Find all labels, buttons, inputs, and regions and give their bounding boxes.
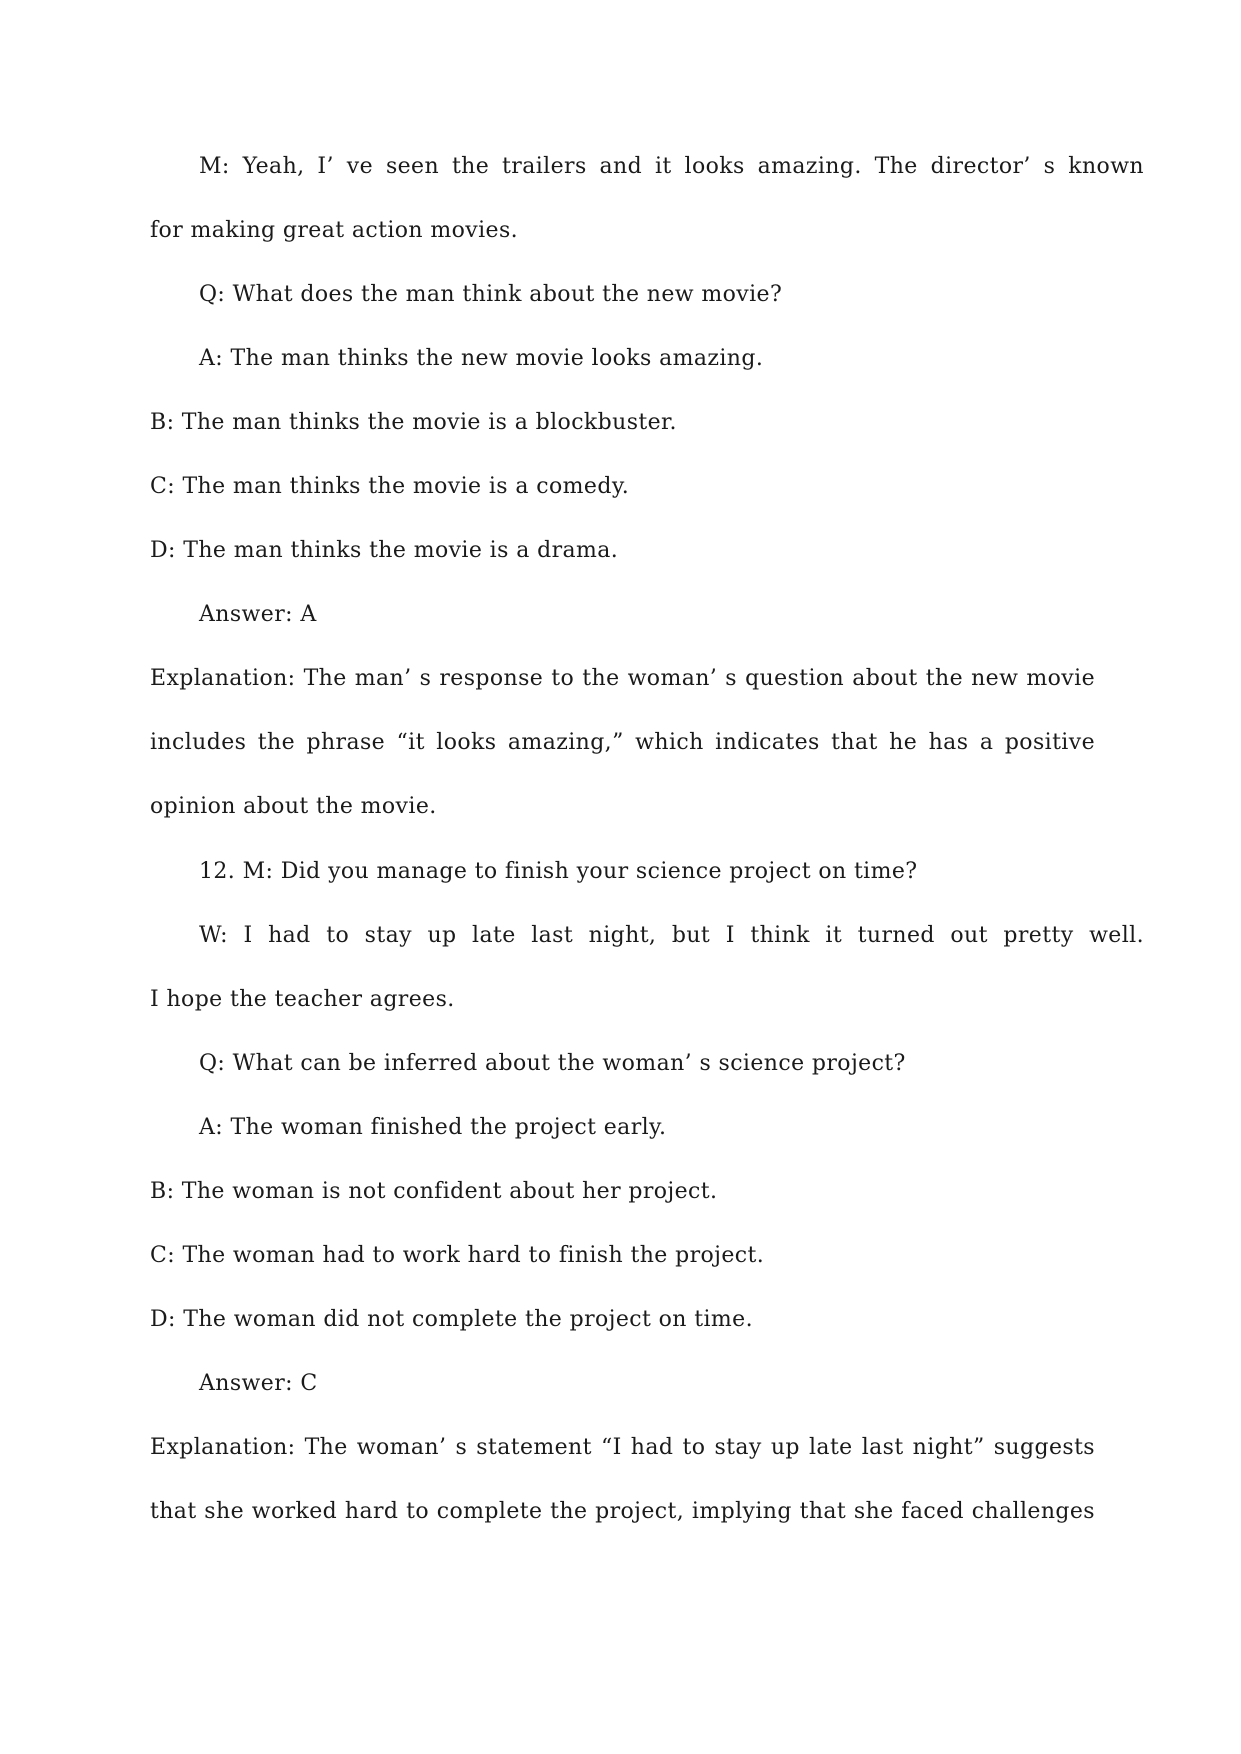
question-text: Q: What does the man think about the new movie? <box>199 282 783 307</box>
explanation-text-continued: includes the phrase “it looks amazing,” which indicates that he has a positive <box>150 730 1095 755</box>
dialogue-line: W: I had to stay up late last night, but I think it turned out pretty well. <box>199 923 1144 948</box>
option-d: D: The man thinks the movie is a drama. <box>150 538 619 563</box>
explanation-text: Explanation: The man’ s response to the woman’ s question about the new movie <box>150 666 1095 691</box>
explanation-text: Explanation: The woman’ s statement “I had to stay up late last night” suggests <box>150 1435 1095 1460</box>
option-b: B: The woman is not confident about her project. <box>150 1179 718 1204</box>
explanation-text-end: opinion about the movie. <box>150 794 437 819</box>
question-text: Q: What can be inferred about the woman’ s science project? <box>199 1051 906 1076</box>
answer-text: Answer: A <box>199 602 317 627</box>
dialogue-line: 12. M: Did you manage to finish your science project on time? <box>199 859 918 884</box>
option-b: B: The man thinks the movie is a blockbuster. <box>150 410 677 435</box>
dialogue-line-continued: for making great action movies. <box>150 218 519 243</box>
answer-text: Answer: C <box>199 1371 318 1396</box>
option-d: D: The woman did not complete the project on time. <box>150 1307 753 1332</box>
dialogue-line: M: Yeah, I’ ve seen the trailers and it looks amazing. The director’ s known <box>199 154 1144 179</box>
explanation-text-continued: that she worked hard to complete the project, implying that she faced challenges <box>150 1499 1095 1524</box>
dialogue-line-continued: I hope the teacher agrees. <box>150 987 455 1012</box>
option-a: A: The man thinks the new movie looks amazing. <box>199 346 764 371</box>
option-c: C: The man thinks the movie is a comedy. <box>150 474 630 499</box>
option-c: C: The woman had to work hard to finish the project. <box>150 1243 765 1268</box>
option-a: A: The woman finished the project early. <box>199 1115 667 1140</box>
